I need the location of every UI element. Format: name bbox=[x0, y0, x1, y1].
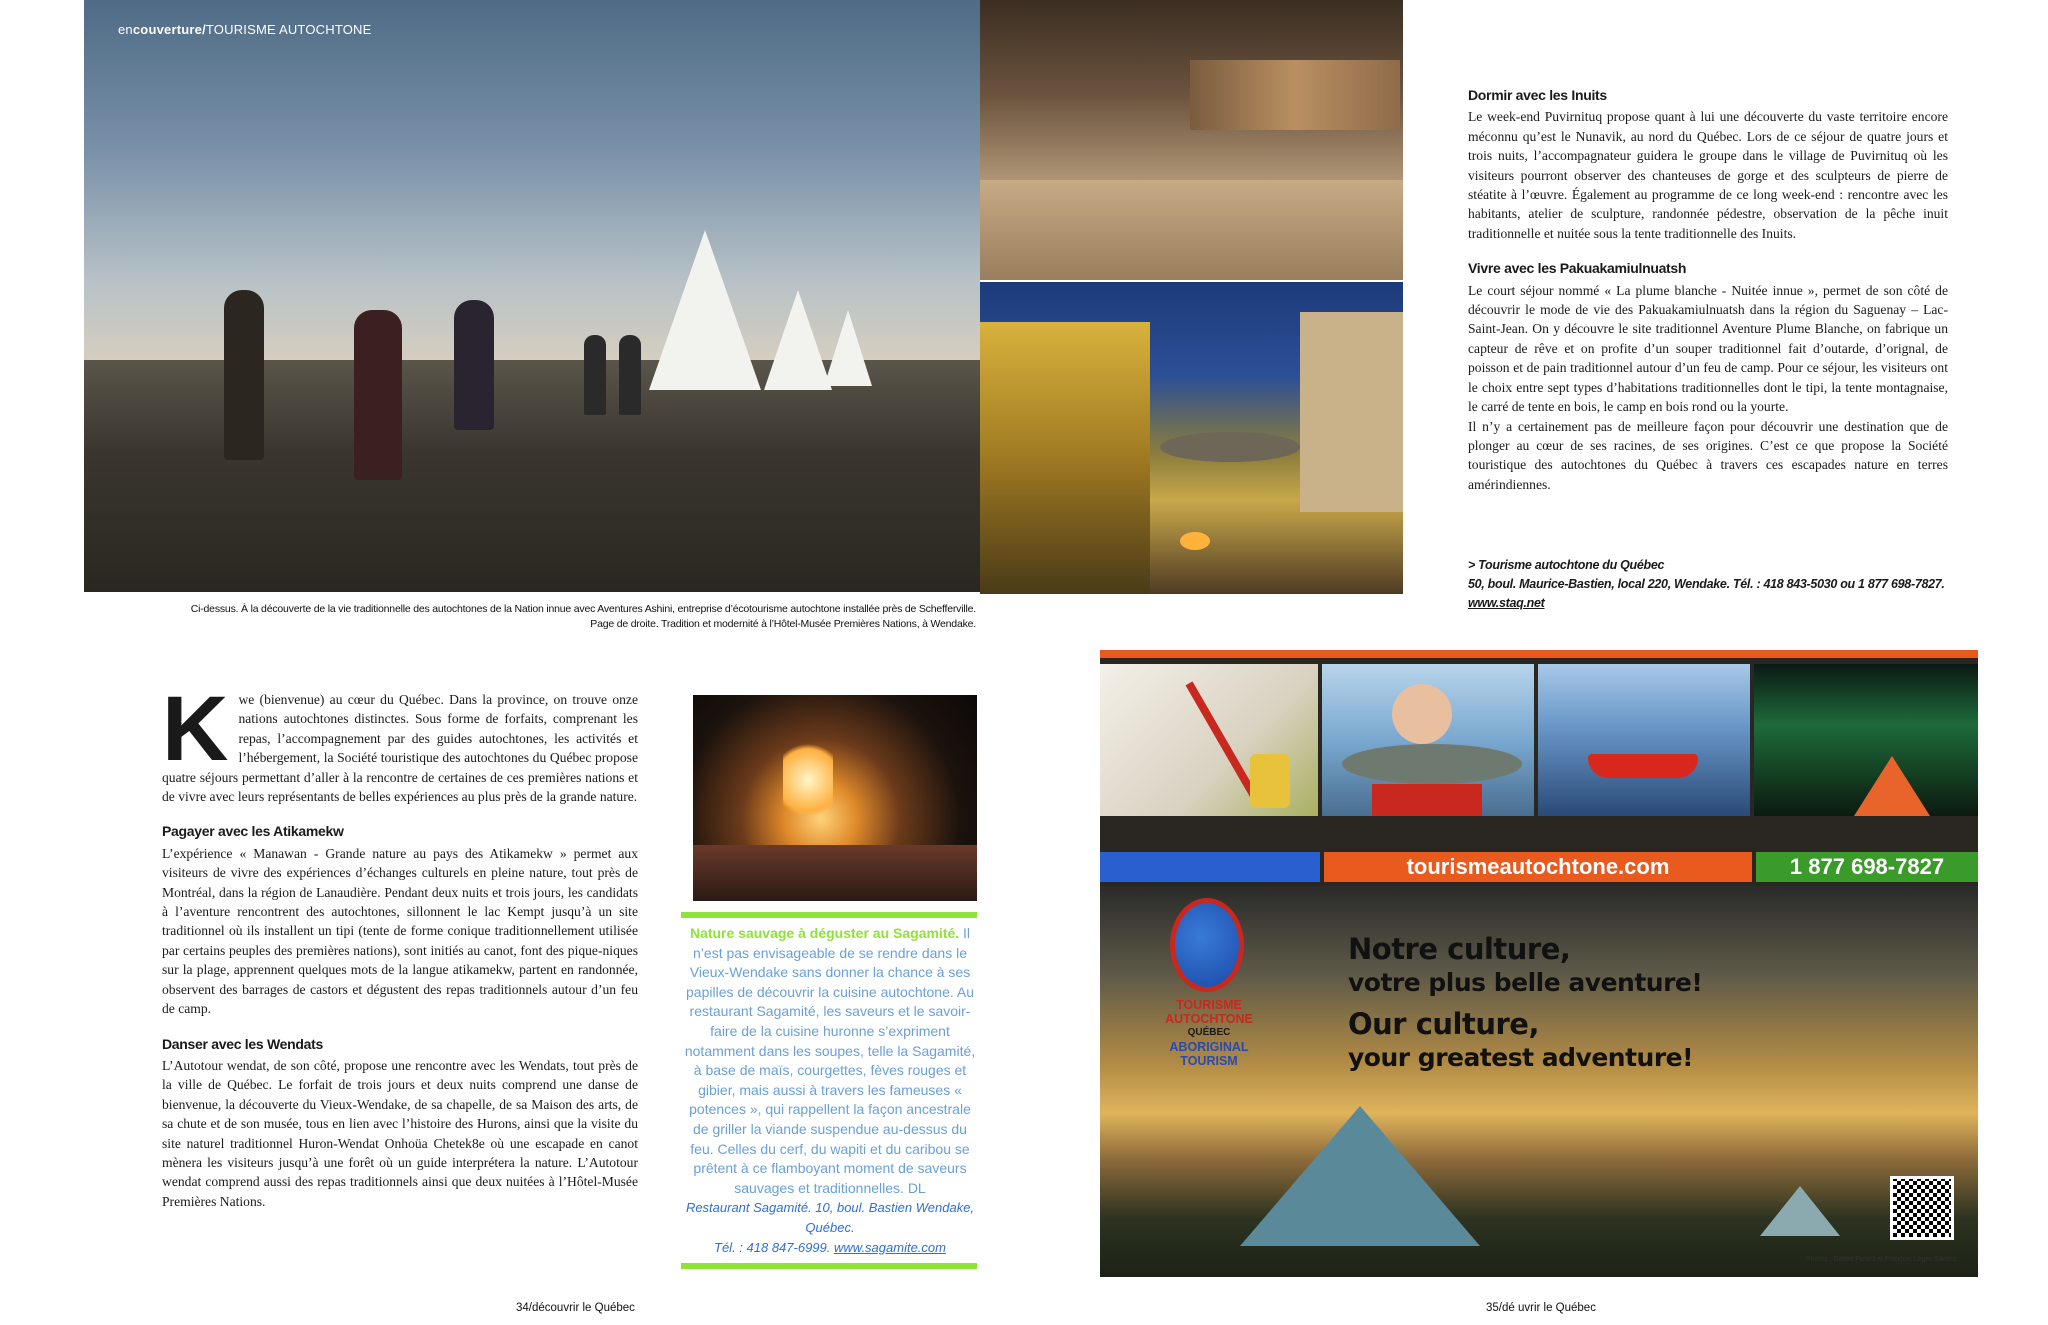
sidebar-phone: Tél. : 418 847-6999. bbox=[714, 1239, 831, 1255]
ad-photo-aurora bbox=[1754, 664, 1978, 816]
sidebar-website-link[interactable]: www.sagamite.com bbox=[834, 1239, 946, 1255]
paragraph-conclusion: Il n’y a certainement pas de meilleure façon pour découvrir une destination que de plonger au cœur de ses racines, de ses origines. C’est ce que propose la Société touristique des autochtones du Québec à travers ces escapades nature en terres amérindiennes. bbox=[1468, 418, 1948, 492]
tourism-advertisement bbox=[1100, 650, 1978, 1277]
sidebar-title: Nature sauvage à déguster au Sagamité. bbox=[689, 925, 960, 941]
sidebar-top-bar bbox=[681, 912, 977, 918]
ad-slogan-en-2: your greatest adventure! bbox=[1348, 1043, 1694, 1072]
ad-photo-boat bbox=[1538, 664, 1750, 816]
sagamite-sidebar bbox=[683, 924, 977, 1257]
heading-inuits: Dormir avec les Inuits bbox=[1468, 87, 1607, 103]
paragraph-atikamekw: L’expérience « Manawan - Grande nature au pays des Atikamekw » permet aux visiteurs de vivre des expériences d’échanges culturels en pleine nature, tout près de Montréal, dans la région de Lanaudière. Pendant deux nuits et trois jours, les candidats à l’aventure rencontrent des autochtones, sillonnent le lac Kempt jusqu’à un site traditionnel où ils installent un tipi (tente de forme conique traditionnellement utilisée par certains peuples des premières nations), sont initiés au canot, font des pique-niques sur la plage, apprennent quelques mots de la langue atikamekw, partent en randonnée, observent des barrages de castors et dégustent des repas traditionnels autour d’un feu de camp. bbox=[162, 845, 638, 1017]
header-separator: / bbox=[202, 22, 206, 37]
drop-cap: K bbox=[162, 678, 229, 780]
intro-paragraph: Kwe (bienvenue) au cœur du Québec. Dans la province, on trouve onze nations autochtones distinctes. Sous forme de forfaits, comprenant les repas, l’accompagnement par des guides autochtones, les activités et l’hébergement, la Société touristique des autochtones du Québec propose quatre séjours permettant d’aller à la rencontre de certaines de ces premières nations et de vivre avec leurs représentants de belles expériences au plus près de la grande nature. bbox=[162, 678, 638, 805]
sidebar-contact bbox=[683, 1238, 977, 1258]
ad-website[interactable]: tourismeautochtone.com bbox=[1406, 854, 1670, 879]
paragraph-wendats: L’Autotour wendat, de son côté, propose une rencontre avec les Wendats, tout près de la ville de Québec. Le forfait de trois jours et deux nuits comprend une danse de bienvenue, la découverte du Vieux-Wendake, de sa chapelle, de sa Maison des arts, de sa chute et de son musée, tous en lien avec l’histoire des Hurons, ainsi que la visite du site naturel traditionnel Huron-Wendat Onhoüa Chetek8e où une escapade en canot mènera les visiteurs jusqu’à une forêt où un guide interprétera la nature. L’Autotour wendat comprend aussi des repas traditionnels ainsi que deux nuitées à l’Hôtel-Musée Premières Nations. bbox=[162, 1057, 638, 1209]
header-topic: TOURISME AUTOCHTONE bbox=[205, 22, 372, 37]
photo-caption bbox=[84, 602, 976, 632]
photo-museum bbox=[980, 0, 1403, 280]
ad-photo-credit: Photos : Daniel Picard et François Léger-Savard bbox=[1805, 1256, 1956, 1263]
ad-tipi-large bbox=[1240, 1106, 1480, 1246]
caption-line-1: Ci-dessus. À la découverte de la vie traditionnelle des autochtones de la Nation innue avec Aventures Ashini, entreprise d’écotourisme autochtone installée près de Schefferville. bbox=[190, 603, 976, 615]
caption-line-2: Page de droite. Tradition et modernité à l’Hôtel-Musée Premières Nations, à Wendake. bbox=[590, 618, 976, 630]
contact-address: 50, boul. Maurice-Bastien, local 220, Wendake. Tél. : 418 843-5030 ou 1 877 698-7827. bbox=[1468, 577, 1945, 591]
ad-photo-food bbox=[1100, 664, 1318, 816]
ad-logo-icon bbox=[1170, 898, 1244, 992]
photo-hotel bbox=[980, 282, 1403, 594]
contact-name: > Tourisme autochtone du Québec bbox=[1468, 558, 1665, 572]
heading-pakuakamiulnuatsh: Vivre avec les Pakuakamiulnuatsh bbox=[1468, 260, 1687, 277]
contact-website-link[interactable]: www.staq.net bbox=[1468, 596, 1545, 610]
ad-phone: 1 877 698-7827 bbox=[1789, 854, 1945, 879]
ad-photo-fishing bbox=[1322, 664, 1534, 816]
heading-wendats: Danser avec les Wendats bbox=[162, 1035, 323, 1052]
sidebar-text: Il n’est pas envisageable de se rendre dans le Vieux-Wendake sans donner la chance à ses papilles de découvrir la cuisine autochtone. Au restaurant Sagamité, les saveurs et le savoir-faire de la cuisine huronne s’expriment notamment dans les soupes, telle la Sagamité, à base de maïs, courgettes, fèves rouges et gibier, mais aussi à travers les fameuses « potences », qui rappellent la façon ancestrale de griller la viande suspendue au-dessus du feu. Celles du cerf, du wapiti et du caribou se prêtent à ce flamboyant moment de saveurs sauvages et traditionnelles. DL bbox=[684, 925, 976, 1196]
page-number-left: 34/découvrir le Québec bbox=[516, 1302, 635, 1314]
section-header bbox=[118, 22, 372, 37]
ad-slogan-fr-1: Notre culture, bbox=[1348, 932, 1571, 966]
contact-block bbox=[1468, 556, 1948, 613]
right-column bbox=[1468, 70, 1948, 494]
ad-website-bar bbox=[1324, 852, 1752, 882]
paragraph-pakuakamiulnuatsh: Le court séjour nommé « La plume blanche - Nuitée innue », permet de son côté de découvrir le mode de vie des Pakuakamiulnuatsh dans la région du Saguenay – Lac-Saint-Jean. On y découvre le site traditionnel Aventure Plume Blanche, on fabrique un capteur de rêve et on profite d’un souper traditionnel fait d’outarde, d’orignal, de poisson et de pain traditionnel autour d’un feu de camp. Pour ce séjour, les visiteurs ont le choix entre sept types d’habitations traditionnelles dont le tipi, la tente montagnaise, le carré de tente en bois, le camp en bois rond ou la yourte. bbox=[1468, 282, 1948, 415]
ad-phone-bar bbox=[1756, 852, 1978, 882]
paragraph-inuits: Le week-end Puvirnituq propose quant à lui une découverte du vaste territoire encore méconnu qu’est le Nunavik, au nord du Québec. Lors de ce séjour de quatre jours et trois nuits, l’accompagnateur guidera le groupe dans le village de Puvirnituq où les visiteurs pourront observer des chanteuses de gorge et des sculpteurs de pierre de stéatite à l’œuvre. Également au programme de ce long week-end : rencontre avec les habitants, atelier de sculpture, randonnée pédestre, observation de la pêche inuit traditionnelle et nuitée sous la tente traditionnelle des Inuits. bbox=[1468, 109, 1948, 241]
heading-atikamekw: Pagayer avec les Atikamekw bbox=[162, 823, 344, 840]
page-number-right: 35/dé uvrir le Québec bbox=[1486, 1302, 1596, 1314]
ad-blue-bar bbox=[1100, 852, 1320, 882]
ad-slogan-en-1: Our culture, bbox=[1348, 1007, 1539, 1041]
sidebar-address: Restaurant Sagamité. 10, boul. Bastien Wendake, Québec. bbox=[685, 1200, 975, 1235]
ad-slogan-fr-2: votre plus belle aventure! bbox=[1348, 968, 1703, 997]
contact-details bbox=[1468, 575, 1948, 613]
left-column bbox=[162, 678, 638, 1211]
sidebar-bottom-bar bbox=[681, 1263, 977, 1269]
ad-tipi-small bbox=[1760, 1186, 1840, 1236]
ad-top-strip bbox=[1100, 650, 1978, 658]
ad-logo-text: TOURISME AUTOCHTONE QUÉBEC ABORIGINAL TOURISM bbox=[1165, 998, 1253, 1068]
photo-teepees bbox=[84, 0, 980, 592]
header-section: couverture bbox=[132, 22, 203, 37]
photo-flambe-dinner bbox=[693, 695, 977, 901]
ad-qr-code[interactable] bbox=[1890, 1176, 1954, 1240]
header-prefix: en bbox=[118, 22, 133, 37]
